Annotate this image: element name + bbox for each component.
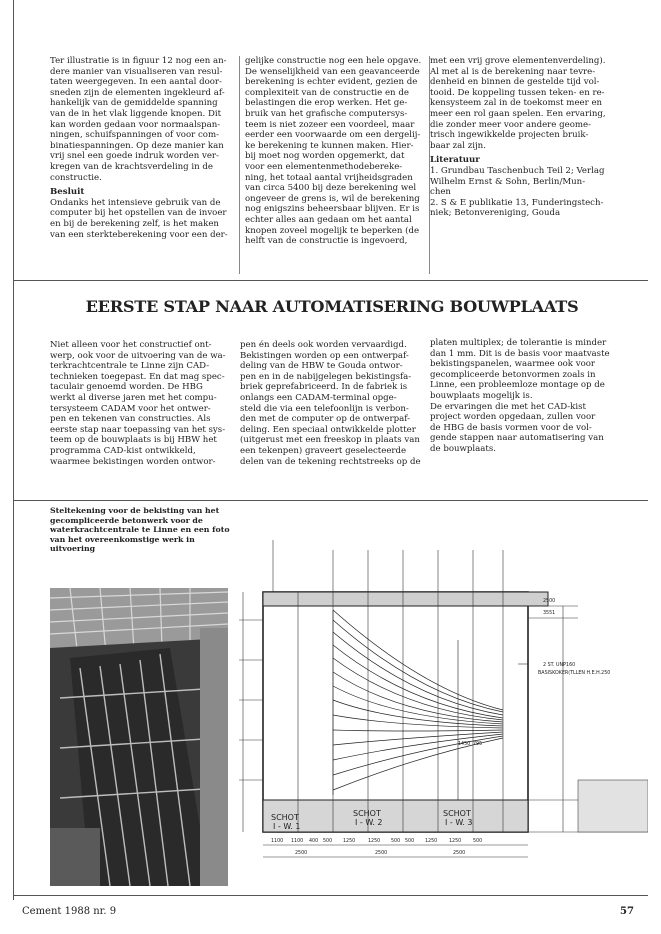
top-column-2	[245, 56, 423, 247]
text-line: teem is niet zozeer een voordeel, maar	[245, 119, 415, 130]
top-section-rule	[13, 280, 648, 281]
dimension-label: 400	[309, 839, 319, 844]
dimension-label: 500	[391, 839, 401, 844]
text-line: Ondanks het intensieve gebruik van de	[50, 197, 221, 208]
dimension-label: 1250	[368, 839, 381, 844]
text-line: eerste stap naar toepassing van het sys-	[50, 424, 226, 435]
text-line: chen	[430, 187, 451, 198]
text-line: onlangs een CADAM-terminal opge-	[240, 392, 397, 403]
text-line: deling. Een speciaal ontwikkelde plotter	[240, 424, 416, 435]
text-line: vrij snel een goede indruk worden ver-	[50, 151, 219, 162]
bottom-column-1	[50, 340, 232, 467]
dimension-label: 3551	[543, 611, 556, 616]
text-line: programma CAD-kist ontwikkeld,	[50, 445, 196, 456]
text-line: gecompliceerde betonvormen zoals in	[430, 369, 596, 380]
text-line: trisch ingewikkelde projecten bruik-	[430, 130, 589, 141]
text-line: constructie.	[50, 172, 102, 183]
text-line: De ervaringen die met het CAD-kist	[430, 401, 586, 412]
text-line: terkrachtcentrale te Linne zijn CAD-	[50, 361, 210, 372]
text-line: tooid. De koppeling tussen teken- en re-	[430, 87, 605, 98]
text-line: Al met al is de berekening naar tevre-	[430, 66, 596, 77]
literatuur-heading: Literatuur	[430, 155, 480, 166]
text-line: niek; Betonvereniging, Gouda	[430, 208, 561, 219]
dimension-label: 500	[323, 839, 333, 844]
text-line: een tekenpen) graveert geselecteerde	[240, 445, 407, 456]
text-line: binatiespanningen. Op deze manier kan	[50, 140, 224, 151]
schot-label: SCHOT	[271, 813, 299, 822]
text-line: project worden opgedaan, zullen voor	[430, 412, 596, 423]
text-line: ke berekening te kunnen maken. Hier-	[245, 140, 414, 151]
bottom-column-3	[430, 338, 610, 455]
text-line: bruik van het grafische computersys-	[245, 108, 408, 119]
text-line: van een sterkteberekening voor een der-	[50, 229, 228, 240]
page-number: 57	[620, 906, 634, 917]
text-line: taten weergegeven. In een aantal door-	[50, 77, 222, 88]
text-line: 1. Grundbau Taschenbuch Teil 2; Verlag	[430, 165, 605, 176]
dimension-label: 795	[473, 742, 483, 747]
profile-label: 2 ST. UNP160	[543, 663, 576, 668]
bottom-column-2	[240, 340, 422, 467]
text-line: de bouwplaats.	[430, 443, 496, 454]
text-line: Ter illustratie is in figuur 12 nog een an-	[50, 56, 227, 66]
text-line: dan 1 mm. Dit is de basis voor maatvaste	[430, 348, 610, 359]
schot-label: SCHOT	[353, 809, 381, 818]
text-line: van de in het vlak liggende knopen. Dit	[50, 108, 222, 119]
text-line: Niet alleen voor het constructief ont-	[50, 340, 212, 350]
dimension-label: 2500	[295, 851, 308, 856]
text-line: bouwplaats mogelijk is.	[430, 390, 533, 401]
text-line: echter alles aan gedaan om het aantal	[245, 214, 412, 225]
dimension-label: 1250	[449, 839, 462, 844]
text-line: bij moet nog worden opgemerkt, dat	[245, 151, 405, 162]
text-line: die zonder meer voor andere geome-	[430, 119, 592, 130]
text-line: tersysteem CADAM voor het ontwer-	[50, 403, 211, 414]
dimension-label: 500	[405, 839, 415, 844]
text-line: gelijke constructie nog een hele opgave.	[245, 56, 422, 66]
text-line: ongeveer de grens is, wil de berekening	[245, 193, 420, 204]
schot-label: I - W. 1	[273, 822, 301, 831]
text-line: en bij de berekening zelf, is het maken	[50, 218, 219, 229]
text-line: Bekistingen worden op een ontwerpaf-	[240, 350, 409, 361]
text-line: eerder een voorwaarde om een dergelij-	[245, 130, 421, 141]
text-line: ning, het totaal aantal vrijheidsgraden	[245, 172, 413, 183]
text-line: technieken toegepast. En dat mag spec-	[50, 371, 225, 382]
dimension-label: 2500	[543, 599, 556, 604]
top-column-3	[430, 56, 610, 219]
dimension-label: 2500	[453, 851, 466, 856]
dimension-label: 2500	[375, 851, 388, 856]
dimension-label: 1450	[458, 742, 471, 747]
text-line: Linne, een probleemloze montage op de	[430, 380, 605, 391]
construction-photo	[50, 588, 228, 886]
formwork-drawing	[233, 540, 648, 892]
dimension-label: 1100	[271, 839, 284, 844]
footer-journal: Cement 1988 nr. 9	[22, 906, 117, 917]
dimension-label: 1100	[291, 839, 304, 844]
text-line: werp, ook voor de uitvoering van de wa-	[50, 350, 226, 361]
text-line: ningen, schuifspanningen of voor com-	[50, 130, 220, 141]
besluit-heading: Besluit	[50, 187, 85, 198]
text-line: baar zal zijn.	[430, 140, 486, 151]
text-line: meer een rol gaan spelen. Een ervaring,	[430, 108, 606, 119]
text-line: waarmee bekistingen worden ontwor-	[50, 456, 216, 467]
schot-label: I - W. 2	[355, 818, 383, 827]
figure-bottom-rule	[13, 895, 648, 896]
text-line: hankelijk van de gemiddelde spanning	[50, 98, 218, 109]
text-line: denheid en binnen de gestelde tijd vol-	[430, 77, 600, 88]
text-line: gende stappen naar automatisering van	[430, 433, 604, 444]
text-line: dere manier van visualiseren van resul-	[50, 66, 223, 77]
text-line: platen multiplex; de tolerantie is minder	[430, 338, 607, 348]
text-line: knopen zoveel mogelijk te beperken (de	[245, 225, 420, 236]
text-line: van circa 5400 bij deze berekening wel	[245, 183, 417, 194]
text-line: teem op de bouwplaats is bij HBW het	[50, 435, 217, 446]
text-line: delen van de tekening rechtstreeks op de	[240, 456, 421, 467]
article-headline: EERSTE STAP NAAR AUTOMATISERING BOUWPLAATS	[85, 297, 579, 316]
beam-label: BASISKOKER(TLLEN H.E.H.250	[538, 671, 611, 676]
text-line: de HBG de basis vormen voor de vol-	[430, 422, 592, 433]
column-divider	[239, 56, 240, 274]
text-line: belastingen die erop werken. Het ge-	[245, 98, 408, 109]
text-line: Wilhelm Ernst & Sohn, Berlin/Mun-	[430, 176, 586, 187]
text-line: (uitgerust met een freeskop in plaats van	[240, 435, 420, 446]
left-margin-rule	[13, 0, 14, 900]
text-line: deling van de HBW te Gouda ontwor-	[240, 361, 403, 372]
figure-caption: Steltekening voor de bekisting van het gecompliceerde betonwerk voor de waterkrachtcentrale te Linne en een foto van het overeenkomstige werk in uitvoering	[50, 506, 230, 554]
text-line: werkt al diverse jaren met het compu-	[50, 392, 217, 403]
schot-label: SCHOT	[443, 809, 471, 818]
text-line: den met de computer op de ontwerpaf-	[240, 414, 410, 425]
text-line: nog enigszins beheersbaar blijven. Er is	[245, 204, 420, 215]
text-line: bekistingspanelen, waarmee ook voor	[430, 359, 596, 370]
figure-top-rule	[13, 500, 648, 501]
text-line: kan worden gedaan voor normaalspan-	[50, 119, 221, 130]
text-line: berekening is echter evident, gezien de	[245, 77, 418, 88]
text-line: met een vrij grove elementenverdeling).	[430, 56, 606, 66]
text-line: pen én deels ook worden vervaardigd.	[240, 340, 407, 350]
text-line: helft van de constructie is ingevoerd,	[245, 236, 408, 247]
text-line: kregen van de krachtsverdeling in de	[50, 161, 213, 172]
text-line: sneden zijn de elementen ingekleurd af-	[50, 87, 225, 98]
text-line: voor een elementenmethodebereke-	[245, 161, 403, 172]
text-line: steld die via een telefoonlijn is verbon-	[240, 403, 409, 414]
schot-label: I - W. 3	[445, 818, 473, 827]
dimension-label: 500	[473, 839, 483, 844]
text-line: De wenselijkheid van een geavanceerde	[245, 66, 420, 77]
text-line: 2. S & E publikatie 13, Funderingstech-	[430, 197, 604, 208]
text-line: pen en tekenen van constructies. Als	[50, 414, 211, 425]
text-line: computer bij het opstellen van de invoer	[50, 208, 227, 219]
text-line: taculair genoemd worden. De HBG	[50, 382, 203, 393]
text-line: kensysteem zal in de toekomst meer en	[430, 98, 603, 109]
dimension-label: 1250	[343, 839, 356, 844]
dimension-label: 1250	[425, 839, 438, 844]
text-line: briek geprefabriceerd. In de fabriek is	[240, 382, 408, 393]
text-line: pen en in de nabijgelegen bekistingsfa-	[240, 371, 412, 382]
text-line: complexiteit van de constructie en de	[245, 87, 409, 98]
top-column-1	[50, 56, 232, 240]
